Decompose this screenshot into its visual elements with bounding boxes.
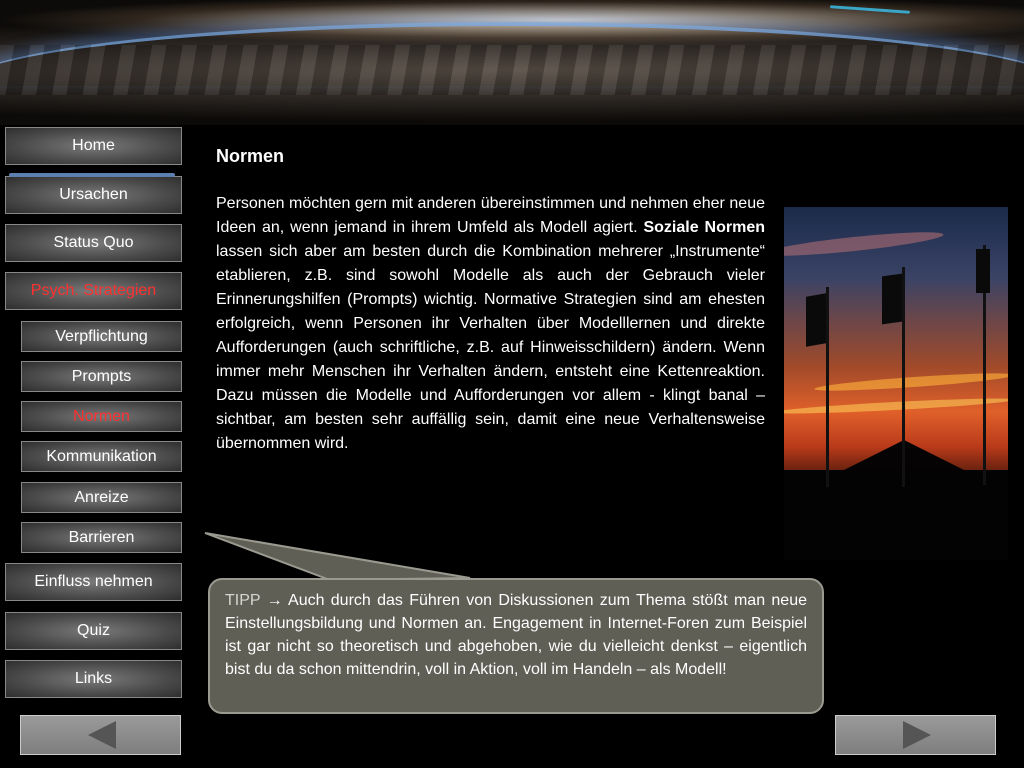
- nav-subitem-normen[interactable]: Normen: [21, 401, 182, 432]
- tip-label: TIPP: [225, 592, 261, 609]
- nav-subitem-barrieren[interactable]: Barrieren: [21, 522, 182, 553]
- tip-text: Auch durch das Führen von Diskussionen zum Thema stößt man neue Einstellungsbildung und Normen an. Engagement in Internet-Foren zum Beispiel ist gar nicht so theoretisch und abgehoben, wie du vielleicht denkst – eigentlich bist du da schon mittendrin, voll in Aktion, voll im Handeln – als Modell!: [225, 592, 808, 678]
- paragraph-bold-term: Soziale Normen: [643, 219, 765, 236]
- triangle-left-icon: [86, 720, 118, 750]
- page-title: Normen: [216, 146, 285, 166]
- arrow-right-icon: →: [266, 592, 283, 609]
- tip-callout: [208, 578, 824, 714]
- nav-item-links[interactable]: Links: [5, 660, 182, 698]
- nav-item-status-quo[interactable]: Status Quo: [5, 224, 182, 262]
- previous-page-button[interactable]: [20, 715, 181, 755]
- triangle-right-icon: [901, 720, 933, 750]
- nav-subitem-prompts[interactable]: Prompts: [21, 361, 182, 392]
- nav-item-quiz[interactable]: Quiz: [5, 612, 182, 650]
- nav-item-home[interactable]: Home: [5, 127, 182, 165]
- nav-subitem-kommunikation[interactable]: Kommunikation: [21, 441, 182, 472]
- next-page-button[interactable]: [835, 715, 996, 755]
- paragraph-text-1: Personen möchten gern mit anderen übereinstimmen und nehmen eher neue Ideen an, wenn jemand in ihrem Umfeld als Modell agiert.: [216, 195, 765, 236]
- nav-subitem-anreize[interactable]: Anreize: [21, 482, 182, 513]
- paragraph-text-2: lassen sich aber am besten durch die Kombination mehrerer „Instrumente“ etablieren, z.B. sind sowohl Modelle als auch der Gebrauch vieler Erinnerungshilfen (Prompts) wichtig. Normative Strategien sind am ehesten erfolgreich, wenn Personen ihr Verhalten über Modelllernen und direkte Aufforderungen (auch schriftliche, z.B. auf Hinweisschildern) ändern. Wenn immer mehr Menschen ihr Verhalten ändern, entsteht eine Kettenreaktion. Dazu müssen die Modelle und Aufforderungen vor allem - klingt banal – sichtbar, am besten sehr auffällig sein, damit eine neue Verhaltensweise übernommen wird.: [216, 243, 765, 452]
- nav-item-ursachen[interactable]: Ursachen: [5, 176, 182, 214]
- nav-item-psych-strategien[interactable]: Psych. Strategien: [5, 272, 182, 310]
- nav-item-einfluss-nehmen[interactable]: Einfluss nehmen: [5, 563, 182, 601]
- nav-subitem-verpflichtung[interactable]: Verpflichtung: [21, 321, 182, 352]
